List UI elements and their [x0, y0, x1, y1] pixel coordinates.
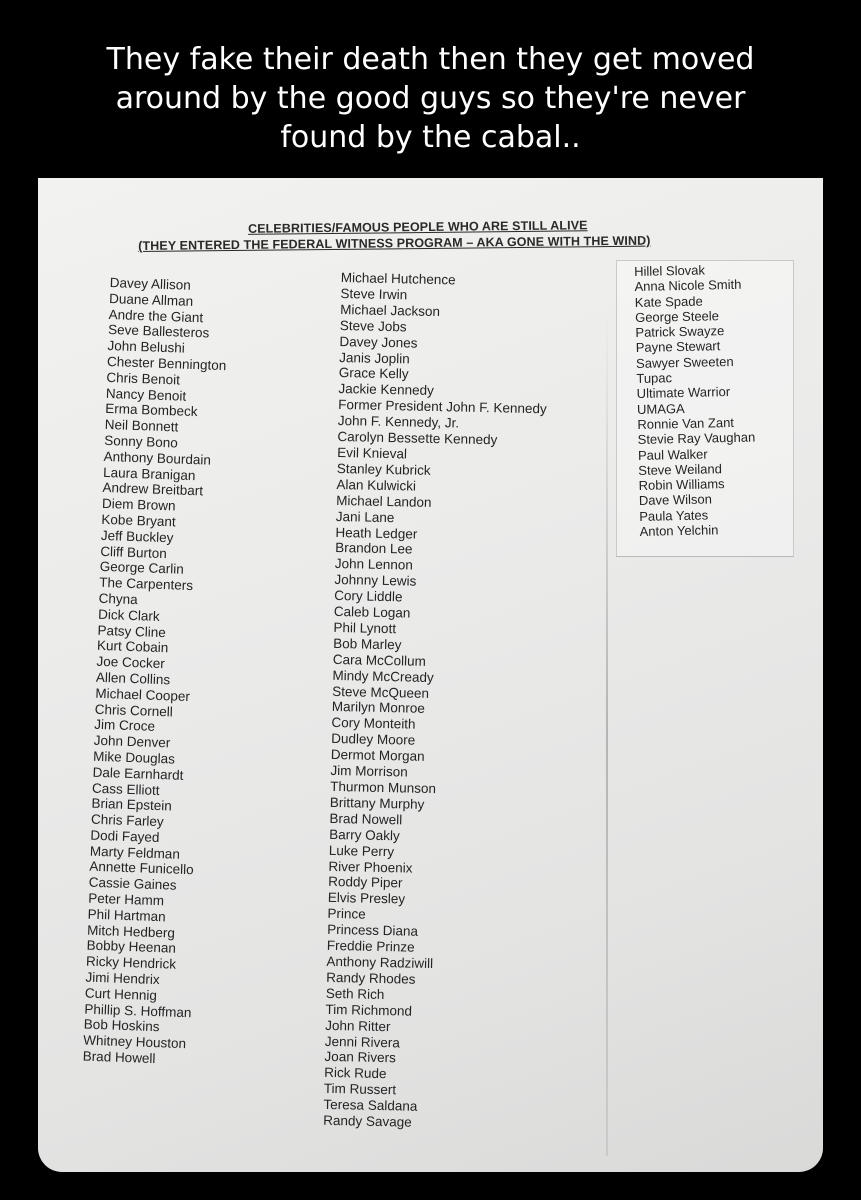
list-item: Sawyer Sweeten	[635, 353, 734, 371]
list-item: Janis Joplin	[339, 349, 410, 366]
list-item: UMAGA	[636, 400, 685, 417]
list-item: Elvis Presley	[327, 890, 406, 907]
list-item: Paul Walker	[637, 446, 708, 463]
list-item: Brittany Murphy	[329, 794, 425, 812]
list-item: Curt Hennig	[84, 985, 158, 1003]
list-item: Jenni Rivera	[324, 1033, 401, 1050]
list-item: Randy Rhodes	[326, 969, 416, 987]
list-item: Andrew Breitbart	[102, 480, 204, 499]
caption-line-1: They fake their death then they get moved	[106, 42, 755, 77]
list-item: Diem Brown	[101, 496, 176, 514]
list-item: Michael Hutchence	[340, 270, 456, 288]
list-item: Joe Cocker	[96, 653, 166, 672]
list-item: The Carpenters	[99, 574, 194, 594]
list-item: Kate Spade	[634, 293, 703, 310]
list-item: Roddy Piper	[328, 874, 403, 891]
list-item: John Ritter	[325, 1017, 391, 1034]
list-item: Dudley Moore	[331, 731, 416, 748]
list-item: River Phoenix	[328, 858, 413, 876]
list-item: Kobe Bryant	[101, 511, 176, 530]
paper-crease	[606, 306, 608, 1156]
list-item: Freddie Prinze	[326, 937, 415, 955]
list-item: Anthony Radziwill	[326, 953, 434, 972]
list-item: Robin Williams	[638, 476, 725, 494]
list-item: Cory Monteith	[331, 715, 416, 733]
list-item: Rick Rude	[324, 1065, 387, 1082]
list-item: George Steele	[634, 308, 720, 325]
list-item: Caleb Logan	[333, 603, 411, 621]
list-item: Alan Kulwicki	[336, 476, 417, 494]
list-item: Dermot Morgan	[330, 747, 425, 765]
list-item: Chris Farley	[90, 811, 164, 830]
list-item: Laura Branigan	[102, 464, 196, 483]
list-item: Tupac	[636, 370, 673, 387]
list-item: Mindy McCready	[332, 667, 434, 685]
list-item: Dale Earnhardt	[92, 764, 184, 783]
list-item: Brad Nowell	[329, 810, 403, 828]
list-item: Steve Jobs	[339, 317, 407, 335]
list-item: Jim Croce	[94, 717, 156, 735]
list-item: Annette Funicello	[89, 859, 194, 878]
list-item: Thurmon Munson	[330, 778, 437, 797]
list-item: George Carlin	[99, 559, 185, 578]
list-item: Evil Knieval	[337, 444, 408, 462]
list-item: Chyna	[98, 590, 138, 608]
list-item: Dodi Fayed	[90, 827, 160, 845]
list-item: Michael Landon	[336, 492, 432, 510]
name-list-column-3	[634, 262, 757, 540]
list-item: Erma Bombeck	[105, 401, 198, 420]
list-item: Stanley Kubrick	[336, 460, 431, 478]
list-item: Dave Wilson	[638, 491, 713, 509]
list-item: Seth Rich	[325, 985, 385, 1002]
list-item: Dick Clark	[97, 606, 160, 624]
list-item: Steve Irwin	[340, 285, 408, 303]
post-caption	[38, 30, 823, 178]
name-list-column-1	[82, 275, 229, 1069]
list-item: Johnny Lewis	[334, 572, 417, 589]
list-item: Allen Collins	[95, 669, 171, 688]
list-item: Kurt Cobain	[96, 638, 169, 656]
list-item: Phil Hartman	[87, 906, 166, 925]
caption-line-3: found by the cabal..	[280, 120, 581, 155]
list-item: Cassie Gaines	[88, 874, 177, 893]
list-item: Bob Hoskins	[83, 1017, 160, 1035]
list-item: Cara McCollum	[332, 651, 427, 669]
list-item: John Denver	[93, 732, 171, 751]
list-item: Ronnie Van Zant	[637, 414, 735, 432]
list-item: Duane Allman	[108, 290, 194, 309]
list-item: Steve McQueen	[332, 683, 430, 701]
list-item: Chester Bennington	[106, 353, 227, 374]
list-item: Phil Lynott	[333, 619, 397, 637]
list-item: Chris Cornell	[94, 701, 174, 719]
list-item: John Belushi	[107, 338, 186, 356]
heading-subtitle: (THEY ENTERED THE FEDERAL WITNESS PROGRAM – AKA GONE WITH THE WIND)	[138, 233, 651, 253]
list-item: Teresa Saldana	[323, 1096, 418, 1114]
list-item: Jani Lane	[335, 508, 395, 525]
document-photo	[38, 178, 823, 1172]
list-item: Michael Cooper	[95, 685, 191, 704]
list-item: Ricky Hendrick	[85, 953, 177, 972]
list-item: Anthony Bourdain	[103, 448, 212, 468]
list-item: Hillel Slovak	[634, 262, 706, 279]
list-item: Sonny Bono	[103, 432, 179, 451]
list-item: Grace Kelly	[338, 365, 409, 382]
list-item: Anna Nicole Smith	[634, 277, 742, 295]
post-frame	[38, 30, 823, 1172]
list-item: Mitch Hedberg	[86, 922, 176, 941]
list-item: Nancy Benoit	[105, 385, 187, 404]
list-item: John F. Kennedy, Jr.	[337, 413, 460, 431]
list-item: Andre the Giant	[108, 306, 204, 325]
list-item: Prince	[327, 906, 366, 922]
list-item: Heath Ledger	[335, 524, 418, 542]
list-item: Patsy Cline	[97, 622, 167, 640]
list-item: Bobby Heenan	[86, 938, 177, 957]
list-item: Former President John F. Kennedy	[338, 397, 547, 417]
list-item: Marty Feldman	[89, 843, 181, 862]
list-item: Marilyn Monroe	[331, 699, 426, 717]
list-item: Peter Hamm	[87, 890, 165, 909]
heading-title: CELEBRITIES/FAMOUS PEOPLE WHO ARE STILL ALIVE	[247, 218, 588, 236]
list-item: Joan Rivers	[324, 1049, 396, 1066]
list-item: Randy Savage	[323, 1112, 412, 1130]
list-item: Neil Bonnett	[104, 417, 179, 435]
name-list-column-2	[323, 270, 550, 1133]
list-item: Bob Marley	[333, 635, 402, 653]
list-item: Barry Oakly	[329, 826, 400, 844]
list-item: Davey Jones	[339, 333, 418, 351]
list-item: Tim Russert	[323, 1081, 397, 1098]
list-item: Michael Jackson	[340, 301, 441, 319]
list-item: Payne Stewart	[635, 338, 721, 356]
list-item: Mike Douglas	[92, 748, 176, 767]
list-item: Seve Ballesteros	[107, 322, 210, 341]
list-item: Tim Richmond	[325, 1001, 413, 1019]
list-item: Ultimate Warrior	[636, 384, 731, 402]
list-item: Paula Yates	[639, 507, 709, 524]
list-item: Brandon Lee	[335, 540, 413, 557]
list-item: Stevie Ray Vaughan	[637, 429, 756, 448]
list-item: Anton Yelchin	[639, 522, 719, 539]
list-item: Brian Epstein	[91, 795, 173, 814]
list-item: Phillip S. Hoffman	[84, 1001, 192, 1020]
list-item: Jackie Kennedy	[338, 381, 434, 399]
list-item: Cass Elliott	[91, 780, 160, 798]
list-item: Luke Perry	[328, 842, 395, 859]
list-item: Jeff Buckley	[100, 527, 174, 546]
list-item: Chris Benoit	[106, 369, 181, 388]
list-item: Patrick Swayze	[635, 323, 725, 341]
list-item: Brad Howell	[82, 1048, 156, 1067]
list-item: Cliff Burton	[100, 543, 168, 561]
list-item: Jim Morrison	[330, 762, 408, 780]
list-item: Steve Weiland	[638, 461, 723, 478]
list-item: Cory Liddle	[334, 588, 403, 605]
list-item: Carolyn Bessette Kennedy	[337, 429, 498, 448]
list-item: Whitney Houston	[83, 1032, 187, 1052]
list-item: John Lennon	[334, 556, 414, 573]
list-item: Davey Allison	[109, 275, 191, 293]
list-item: Princess Diana	[327, 922, 419, 939]
caption-line-2: around by the good guys so they're never	[115, 81, 746, 116]
list-item: Jimi Hendrix	[85, 969, 160, 988]
document-heading	[138, 217, 738, 253]
